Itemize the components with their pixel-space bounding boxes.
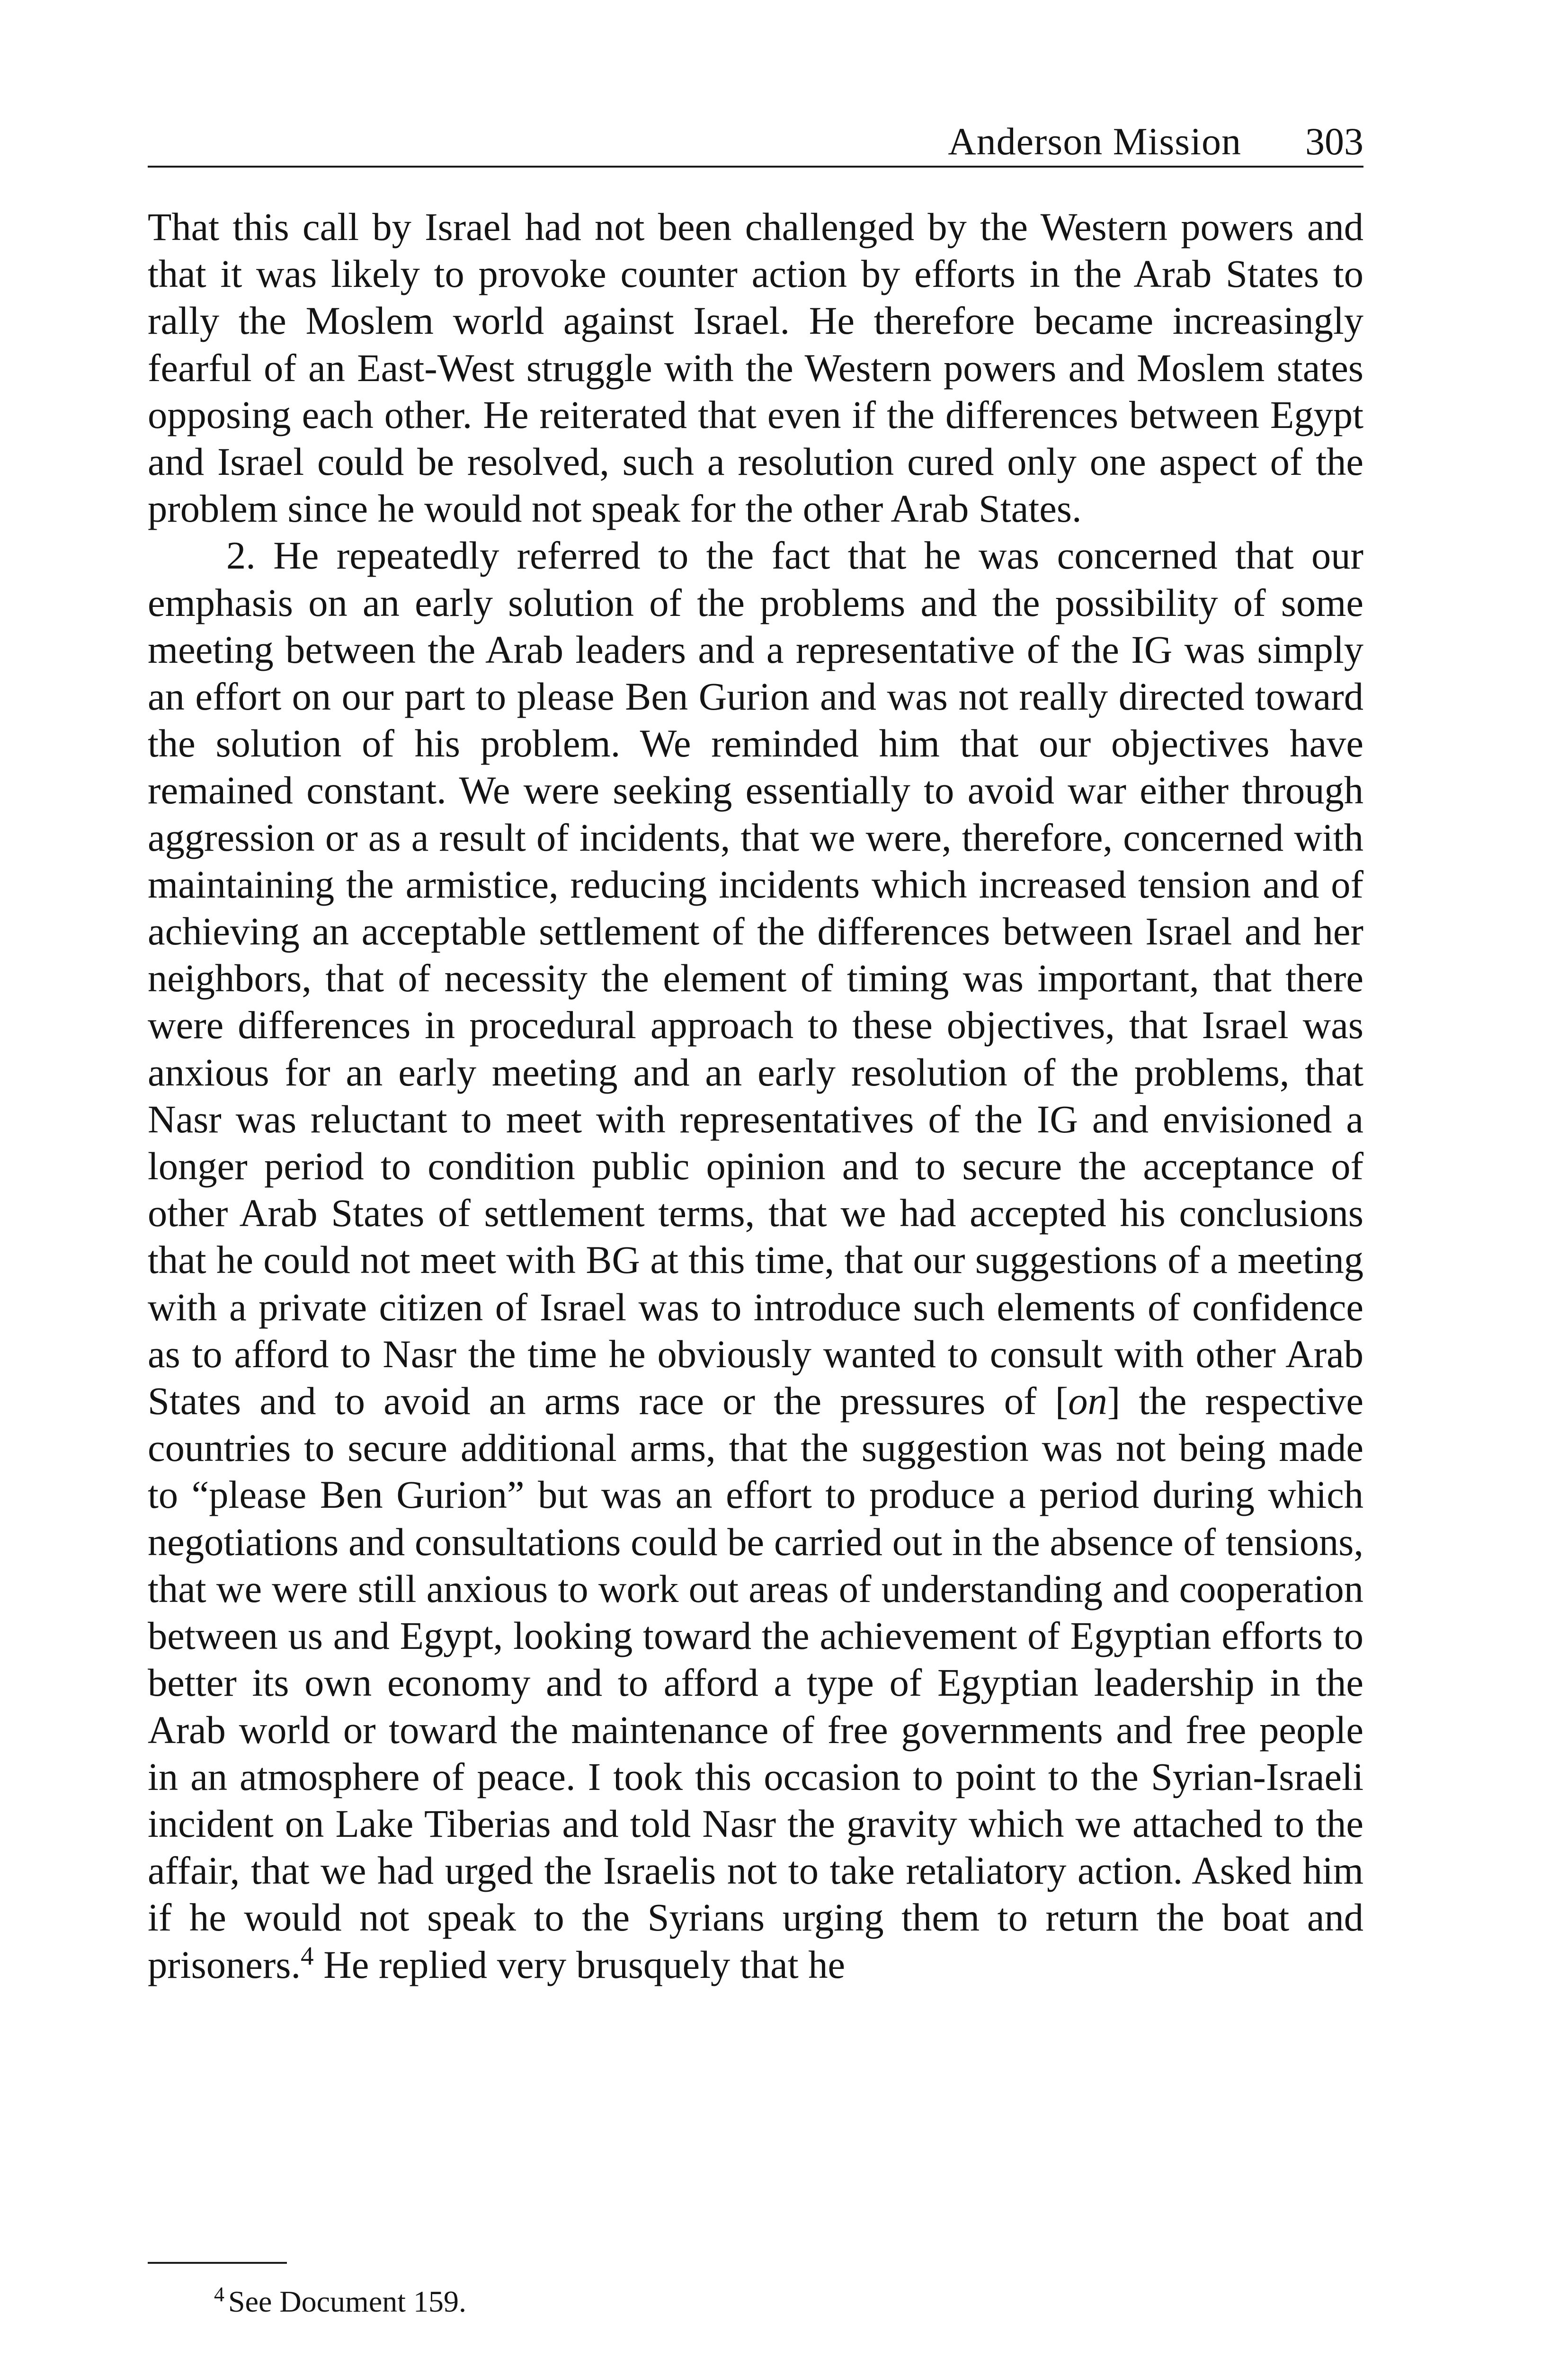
paragraph-2-text-c: He replied very brusquely that he	[313, 1942, 846, 1986]
running-header	[148, 118, 1363, 168]
body-text	[148, 204, 1363, 1988]
running-title: Anderson Mission	[948, 120, 1241, 163]
editorial-insertion: on	[1068, 1379, 1107, 1423]
footnote-reference: 4	[301, 1941, 314, 1970]
paragraph-2	[148, 532, 1363, 1988]
paragraph-1	[148, 204, 1363, 532]
page-number: 303	[1305, 120, 1363, 163]
bracket-close: ]	[1107, 1379, 1121, 1423]
footnote-marker: 4	[214, 2283, 224, 2306]
paragraph-2-text-b: the respective countries to secure additional arms, that the suggestion was not being made to “please Ben Gurion” but was an effort to produce a period during which negotiations and consultations could be carried out in the absence of tensions, that we were still anxious to work out areas of understanding and cooperation between us and Egypt, looking toward the achievement of Egyptian efforts to better its own economy and to afford a type of Egyptian leadership in the Arab world or toward the maintenance of free governments and free people in an atmosphere of peace. I took this occasion to point to the Syrian-Israeli incident on Lake Tiberias and told Nasr the gravity which we attached to the affair, that we had urged the Israelis not to take retaliatory action. Asked him if he would not speak to the Syrians urging them to return the boat and prisoners.	[148, 1379, 1363, 1986]
paragraph-1-text: That this call by Israel had not been challenged by the Western powers and that it was likely to provoke counter action by efforts in the Arab States to rally the Moslem world against Israel. He therefore became increasingly fearful of an East-West struggle with the Western powers and Moslem states opposing each other. He reiterated that even if the differences between Egypt and Israel could be resolved, such a resolution cured only one aspect of the problem since he would not speak for the other Arab States.	[148, 205, 1363, 531]
bracket-open: [	[1055, 1379, 1069, 1423]
paragraph-2-text-a: 2. He repeatedly referred to the fact that he was concerned that our emphasis on an early solution of the problems and the possibility of some meeting between the Arab leaders and a representative of the IG was simply an effort on our part to please Ben Gurion and was not really directed toward the solution of his problem. We reminded him that our objectives have remained constant. We were seeking essentially to avoid war either through aggression or as a result of incidents, that we were, therefore, concerned with maintaining the armistice, reducing incidents which increased tension and of achieving an acceptable settlement of the differences between Israel and her neighbors, that of necessity the element of timing was important, that there were differences in procedural approach to these objectives, that Israel was anxious for an early meeting and an early resolution of the problems, that Nasr was reluctant to meet with representatives of the IG and envisioned a longer period to condition public opinion and to secure the acceptance of other Arab States of settlement terms, that we had accepted his conclusions that he could not meet with BG at this time, that our suggestions of a meeting with a private citizen of Israel was to introduce such elements of confidence as to afford to Nasr the time he obviously wanted to consult with other Arab States and to avoid an arms race or the pressures of	[148, 534, 1363, 1423]
footnote	[214, 2283, 466, 2321]
footnote-divider	[148, 2262, 287, 2264]
footnote-text: See Document 159.	[228, 2285, 466, 2318]
